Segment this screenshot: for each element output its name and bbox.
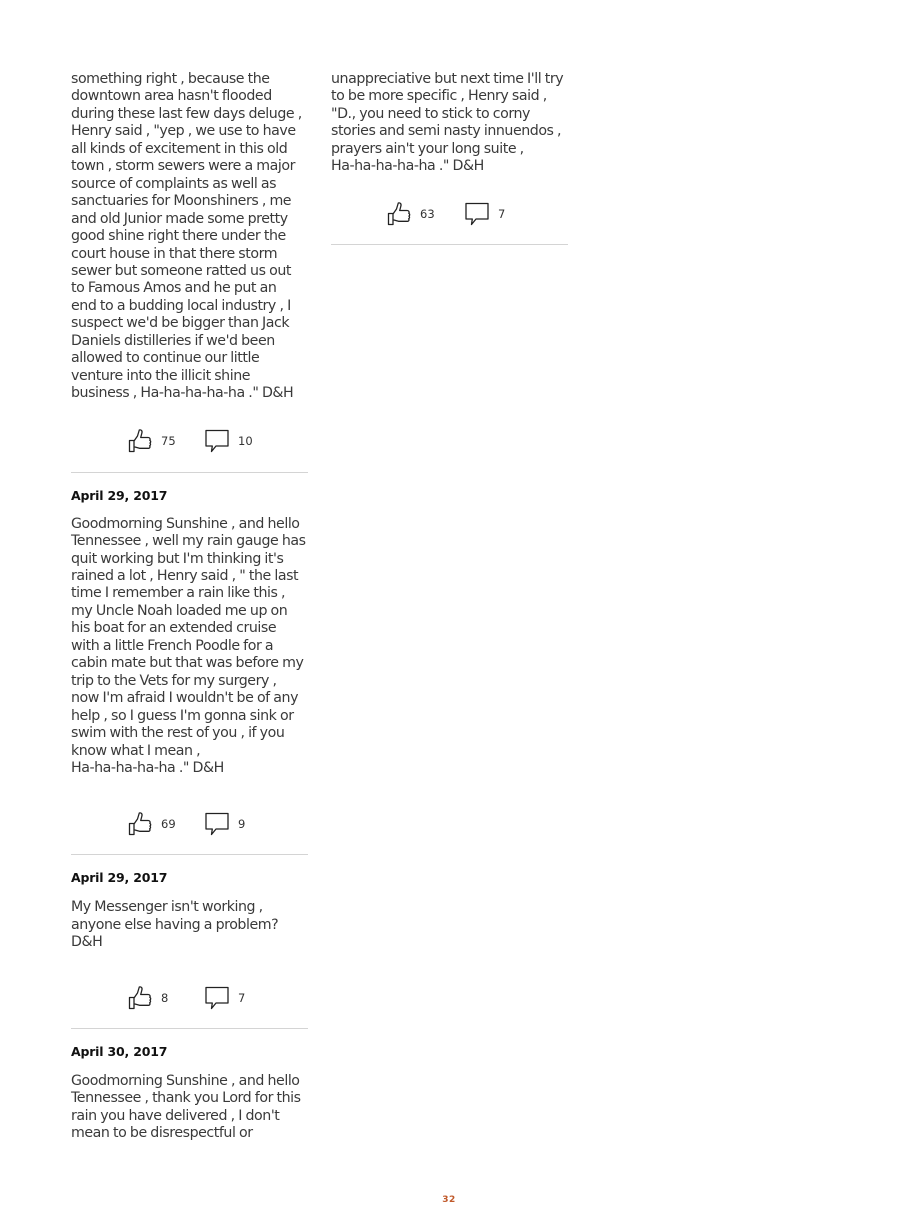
comment-button[interactable] xyxy=(204,811,245,837)
thumbs-up-icon xyxy=(127,985,153,1011)
like-button[interactable] xyxy=(127,811,176,837)
post-date: April 29, 2017 xyxy=(71,487,168,503)
right-column xyxy=(331,71,568,245)
comment-count: 9 xyxy=(238,817,246,832)
post xyxy=(71,870,308,1028)
post-date: April 30, 2017 xyxy=(71,1043,168,1059)
like-button[interactable] xyxy=(127,428,176,454)
post-text: something right , because the downtown area hasn't flooded during these last few days deluge , Henry said , "yep , we use to have all kinds of excitement in this old town , storm sewers were a major source of complaints as well as sanctuaries for Moonshiners , me and old Junior made some pretty good shine right there under the court house in that there storm sewer but someone ratted us out to Famous Amos and he put an end to a budding local industry , I suspect we'd be bigger than Jack Daniels distilleries if we'd been allowed to continue our little venture into the illicit shine business , Ha-ha-ha-ha-ha ." D&H xyxy=(71,71,302,402)
comment-count: 7 xyxy=(498,206,506,221)
divider xyxy=(331,244,568,245)
divider xyxy=(71,1028,308,1029)
like-count: 75 xyxy=(161,433,176,448)
like-button[interactable] xyxy=(386,201,435,227)
thumbs-up-icon xyxy=(127,811,153,837)
comment-button[interactable] xyxy=(464,201,505,227)
comment-button[interactable] xyxy=(204,428,253,454)
post-text: Goodmorning Sunshine , and hello Tennessee , thank you Lord for this rain you have delivered , I don't mean to be disrespectful or xyxy=(71,1072,301,1142)
post-date: April 29, 2017 xyxy=(71,870,168,886)
comment-count: 7 xyxy=(238,990,246,1005)
thumbs-up-icon xyxy=(127,428,153,454)
post-text: My Messenger isn't working , anyone else having a problem? D&H xyxy=(71,899,279,951)
page-number: 32 xyxy=(442,1195,456,1205)
post-stats xyxy=(71,985,308,1011)
like-button[interactable] xyxy=(127,985,168,1011)
post xyxy=(71,71,308,473)
post xyxy=(71,1044,308,1143)
like-count: 69 xyxy=(161,817,176,832)
speech-bubble-icon xyxy=(204,811,230,837)
post-stats xyxy=(71,811,308,837)
like-count: 8 xyxy=(161,990,169,1005)
left-column xyxy=(71,71,308,1143)
post xyxy=(331,71,568,245)
speech-bubble-icon xyxy=(204,985,230,1011)
divider xyxy=(71,854,308,855)
post-stats xyxy=(71,428,308,454)
like-count: 63 xyxy=(420,206,435,221)
divider xyxy=(71,472,308,473)
comment-count: 10 xyxy=(238,433,253,448)
post-text: unappreciative but next time I'll try to be more specific , Henry said , "D., you need to stick to corny stories and semi nasty innuendos , prayers ain't your long suite , Ha-ha-ha-ha-ha ." D&H xyxy=(331,71,564,175)
thumbs-up-icon xyxy=(386,201,412,227)
speech-bubble-icon xyxy=(204,428,230,454)
comment-button[interactable] xyxy=(204,985,245,1011)
post xyxy=(71,488,308,856)
post-text: Goodmorning Sunshine , and hello Tennessee , well my rain gauge has quit working but I'm thinking it's rained a lot , Henry said , " the last time I remember a rain like this , my Uncle Noah loaded me up on his boat for an extended cruise with a little French Poodle for a cabin mate but that was before my trip to the Vets for my surgery , now I'm afraid I wouldn't be of any help , so I guess I'm gonna sink or swim with the rest of you , if you know what I mean , Ha-ha-ha-ha-ha ." D&H xyxy=(71,515,306,776)
speech-bubble-icon xyxy=(464,201,490,227)
post-stats xyxy=(331,201,568,227)
